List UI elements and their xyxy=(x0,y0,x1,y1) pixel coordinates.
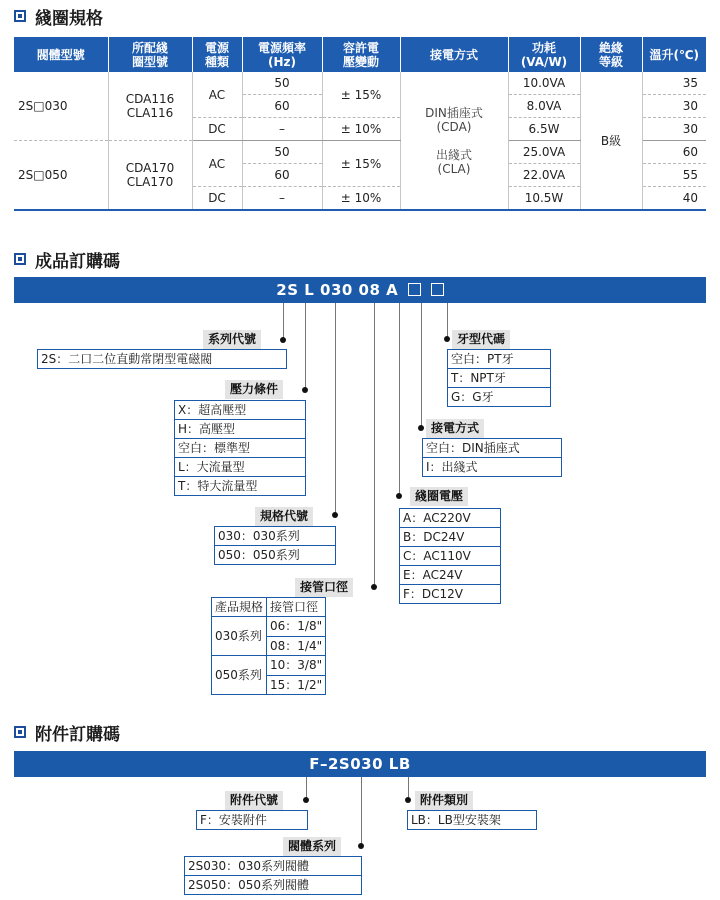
port-table-header-cell: 產品規格 xyxy=(212,598,267,617)
body-series-label: 閥體系列 xyxy=(283,837,341,856)
port-size-table xyxy=(211,597,326,695)
connector-dot xyxy=(418,425,424,431)
power-consumption-cell: 10.0VA xyxy=(508,72,580,95)
placeholder-box-icon xyxy=(431,283,444,296)
body-series-box xyxy=(184,856,362,895)
accessory-order-title: 附件訂購碼 xyxy=(35,724,120,745)
frequency-cell: 60 xyxy=(242,95,322,118)
coil-model-cell: CDA170 CLA170 xyxy=(108,141,192,211)
product-order-code-bar xyxy=(14,277,706,303)
pressure-option: T：特大流量型 xyxy=(178,479,258,493)
spec-code-label: 規格代號 xyxy=(255,507,313,526)
table-header-cell: 溫升(℃) xyxy=(642,37,706,72)
power-type-cell: AC xyxy=(192,72,242,118)
connector-line xyxy=(305,303,306,390)
temperature-rise-cell: 30 xyxy=(642,118,706,141)
accessory-code-box xyxy=(196,810,308,830)
connector-line xyxy=(374,303,375,587)
port-series-cell: 050系列 xyxy=(212,656,267,695)
connector-dot xyxy=(371,584,377,590)
valve-model-cell: 2S□030 xyxy=(14,72,108,141)
connection-method-cell: DIN插座式 (CDA) 出綫式 (CLA) xyxy=(400,72,508,210)
spec-option: 050：050系列 xyxy=(218,548,300,562)
body-series-option: 2S050：050系列閥體 xyxy=(188,878,310,892)
port-size-cell: 10：3/8" xyxy=(267,656,326,676)
thread-option: T：NPT牙 xyxy=(448,369,550,388)
port-table-header-row xyxy=(212,598,326,617)
thread-option: 空白：PT牙 xyxy=(448,350,550,369)
square-bullet-icon xyxy=(14,10,26,22)
power-type-cell: DC xyxy=(192,118,242,141)
section-title-accessory-order xyxy=(14,720,120,744)
accessory-kind-option: LB：LB型安裝架 xyxy=(411,813,501,827)
power-consumption-cell: 10.5W xyxy=(508,187,580,211)
connector-line xyxy=(421,303,422,428)
table-header-cell: 功耗 (VA/W) xyxy=(508,37,580,72)
accessory-kind-box xyxy=(407,810,537,830)
power-consumption-cell: 22.0VA xyxy=(508,164,580,187)
pressure-option: L：大流量型 xyxy=(175,458,305,477)
table-header-row xyxy=(14,37,706,72)
table-header-cell: 電源頻率 (Hz) xyxy=(242,37,322,72)
frequency-cell: – xyxy=(242,187,322,211)
connector-dot xyxy=(444,336,450,342)
power-consumption-cell: 6.5W xyxy=(508,118,580,141)
accessory-code-label: 附件代號 xyxy=(225,791,283,810)
connector-line xyxy=(447,303,448,339)
connector-dot xyxy=(332,512,338,518)
voltage-tolerance-cell: ± 10% xyxy=(322,118,400,141)
voltage-option: F：DC12V xyxy=(403,587,464,601)
pressure-option: H：高壓型 xyxy=(175,420,305,439)
product-order-code: 2S L 030 08 A xyxy=(276,281,399,299)
series-code-label: 系列代號 xyxy=(203,330,261,349)
connection-label: 接電方式 xyxy=(426,419,484,438)
section-title-product-order xyxy=(14,247,120,271)
pressure-label: 壓力條件 xyxy=(225,380,283,399)
port-size-cell: 08：1/4" xyxy=(267,636,326,656)
connector-line xyxy=(399,303,400,496)
accessory-order-code-bar xyxy=(14,751,706,777)
coil-model-cell: CDA116 CLA116 xyxy=(108,72,192,141)
thread-code-label: 牙型代碼 xyxy=(452,330,510,349)
coil-spec-table xyxy=(14,37,706,211)
pressure-option: 空白：標準型 xyxy=(175,439,305,458)
insulation-class-cell: B級 xyxy=(580,72,642,210)
connector-dot xyxy=(396,493,402,499)
power-type-cell: AC xyxy=(192,141,242,187)
connector-dot xyxy=(303,797,309,803)
spec-code-box xyxy=(214,526,336,565)
power-consumption-cell: 8.0VA xyxy=(508,95,580,118)
series-code-box xyxy=(37,349,287,369)
accessory-order-code: F–2S030 LB xyxy=(309,755,411,773)
table-header-cell: 閥體型號 xyxy=(14,37,108,72)
connector-dot xyxy=(302,387,308,393)
accessory-kind-label: 附件類別 xyxy=(415,791,473,810)
table-header-cell: 容許電 壓變動 xyxy=(322,37,400,72)
connection-option: 空白：DIN插座式 xyxy=(423,439,561,458)
voltage-option: C：AC110V xyxy=(400,547,500,566)
connector-line xyxy=(335,303,336,515)
temperature-rise-cell: 35 xyxy=(642,72,706,95)
accessory-code-option: F：安裝附件 xyxy=(200,813,267,827)
frequency-cell: 60 xyxy=(242,164,322,187)
port-table-row xyxy=(212,617,326,637)
connector-line xyxy=(361,777,362,847)
connector-dot xyxy=(358,843,364,849)
power-type-cell: DC xyxy=(192,187,242,211)
frequency-cell: – xyxy=(242,118,322,141)
port-series-cell: 030系列 xyxy=(212,617,267,656)
port-size-cell: 15：1/2" xyxy=(267,675,326,695)
frequency-cell: 50 xyxy=(242,72,322,95)
power-consumption-cell: 25.0VA xyxy=(508,141,580,164)
connection-option: I：出綫式 xyxy=(426,460,478,474)
table-header-cell: 所配綫 圈型號 xyxy=(108,37,192,72)
pressure-option: X：超高壓型 xyxy=(175,401,305,420)
coil-voltage-label: 綫圈電壓 xyxy=(410,487,468,506)
frequency-cell: 50 xyxy=(242,141,322,164)
placeholder-box-icon xyxy=(408,283,421,296)
connector-dot xyxy=(405,797,411,803)
thread-option: G：G牙 xyxy=(451,390,494,404)
coil-spec-title: 綫圈規格 xyxy=(35,8,103,29)
body-series-option: 2S030：030系列閥體 xyxy=(185,857,361,876)
voltage-tolerance-cell: ± 15% xyxy=(322,141,400,187)
temperature-rise-cell: 30 xyxy=(642,95,706,118)
connection-box xyxy=(422,438,562,477)
port-size-cell: 06：1/8" xyxy=(267,617,326,637)
coil-voltage-box xyxy=(399,508,501,604)
thread-code-box xyxy=(447,349,551,407)
temperature-rise-cell: 40 xyxy=(642,187,706,211)
table-header-cell: 接電方式 xyxy=(400,37,508,72)
table-header-cell: 電源 種類 xyxy=(192,37,242,72)
table-row xyxy=(14,72,706,95)
voltage-tolerance-cell: ± 10% xyxy=(322,187,400,211)
connector-dot xyxy=(280,337,286,343)
connector-line xyxy=(283,303,284,340)
voltage-tolerance-cell: ± 15% xyxy=(322,72,400,118)
square-bullet-icon xyxy=(14,726,26,738)
valve-model-cell: 2S□050 xyxy=(14,141,108,211)
section-title-coil-spec xyxy=(14,4,103,28)
voltage-option: E：AC24V xyxy=(400,566,500,585)
voltage-option: B：DC24V xyxy=(400,528,500,547)
port-table-header-cell: 接管口徑 xyxy=(267,598,326,617)
temperature-rise-cell: 55 xyxy=(642,164,706,187)
square-bullet-icon xyxy=(14,253,26,265)
series-option: 2S：二口二位直動常閉型電磁閥 xyxy=(41,352,213,366)
temperature-rise-cell: 60 xyxy=(642,141,706,164)
pressure-box xyxy=(174,400,306,496)
spec-option: 030：030系列 xyxy=(215,527,335,546)
product-order-title: 成品訂購碼 xyxy=(35,251,120,272)
port-table-row xyxy=(212,656,326,676)
port-size-label: 接管口徑 xyxy=(295,578,353,597)
voltage-option: A：AC220V xyxy=(400,509,500,528)
table-header-cell: 絶緣 等級 xyxy=(580,37,642,72)
